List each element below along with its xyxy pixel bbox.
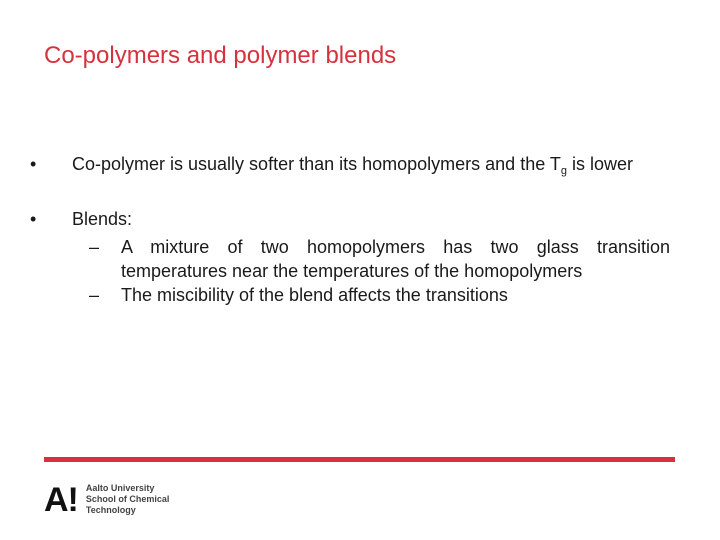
logo-line: Technology bbox=[85, 505, 136, 515]
bullet-marker: • bbox=[30, 154, 37, 174]
sub-bullet-marker: – bbox=[89, 237, 100, 257]
logo-line: Aalto University bbox=[85, 483, 155, 493]
bullet-list bbox=[30, 152, 670, 307]
sub-bullet-text: The miscibility of the blend affects the transitions bbox=[121, 285, 508, 305]
sub-bullet-text: A mixture of two homopolymers has two glass transition temperatures near the temperatures of the homopolymers bbox=[121, 237, 670, 281]
footer-divider bbox=[44, 457, 675, 462]
sub-bullet-marker: – bbox=[89, 285, 100, 305]
sub-bullet-item bbox=[89, 283, 670, 307]
logo-text bbox=[86, 483, 170, 516]
logo-mark: A! bbox=[44, 480, 78, 519]
sub-bullet-item bbox=[89, 235, 670, 283]
bullet-item-blends bbox=[30, 207, 670, 307]
bullet-text-part-b: is lower bbox=[567, 154, 634, 174]
logo-line: School of Chemical bbox=[85, 494, 170, 504]
aalto-logo bbox=[44, 480, 170, 519]
bullet-marker: • bbox=[30, 209, 37, 229]
bullet-item-copolymer bbox=[30, 152, 670, 183]
sub-bullet-list bbox=[72, 235, 670, 307]
slide-title: Co-polymers and polymer blends bbox=[44, 42, 397, 69]
bullet-label-blends: Blends: bbox=[72, 209, 133, 229]
tg-subscript: g bbox=[560, 165, 568, 177]
bullet-text-part-a: Co-polymer is usually softer than its homopolymers and the T bbox=[72, 154, 561, 174]
